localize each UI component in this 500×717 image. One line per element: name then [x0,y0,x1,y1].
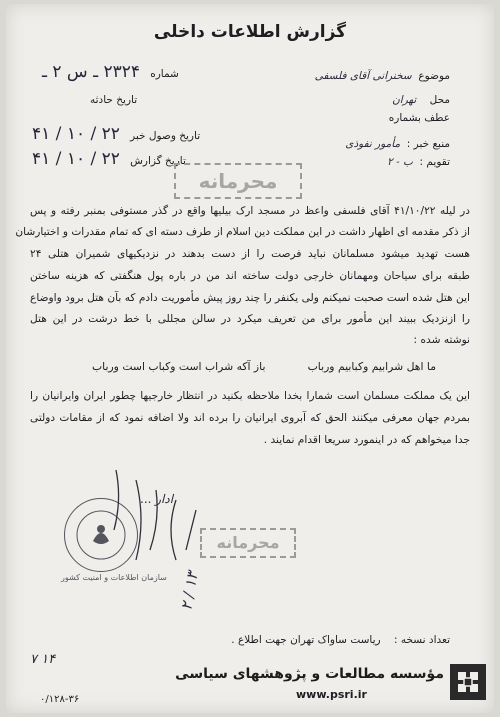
quote-left: باز آکه شراب است وکباب است ورباب [92,360,266,373]
field-received-date-value: ۲۲ / ۱۰ / ۴۱ [32,124,120,144]
body-line-3: هست تهدید میشود مسلمانان نباید فرصت را از دست بدهند در نزدیکیهای شمیران هتلی ۲۴ [30,248,470,260]
field-calendar-value: ب - ۲ [387,156,413,168]
confidential-stamp-top: محرمانه [174,163,302,199]
body-line-5: این هتل شده است صحبت نمیکنم ولی یکنفر را چند روز پیش مأموریت دادم که بآن هتل برود واوضاع [30,292,470,304]
field-source [345,138,450,150]
field-source-value: مأمور نفوذی [345,138,401,150]
field-subject-label: موضوع [418,70,450,82]
closing-line-3: جدا میخواهم که در اینمورد سریعا اقدام نمایند . [263,434,470,446]
handwritten-note: ادار ... [140,492,174,506]
body-line-7: نوشته شده : [413,334,470,346]
confidential-stamp-bottom: محرمانه [200,528,296,558]
field-subject [315,70,450,82]
closing-line-1: این یک مملکت مسلمان است شمارا بخدا ملاحظه بکنید در انتظار خارجیها چطور ایران وایرانیان را [30,390,470,402]
footer-copies-value: ریاست ساواک تهران جهت اطلاع . [231,634,381,646]
field-source-label: منبع خبر : [406,138,450,150]
field-subject-value: سخنرانی آقای فلسفی [314,70,412,82]
margin-numbers: ۲ / ۱۳ [177,570,202,612]
field-report-date [32,149,186,169]
field-received-date-label: تاریخ وصول خبر [130,130,201,142]
footer-copies-label: تعداد نسخه : [393,634,450,646]
institute-website[interactable]: www.psri.ir [296,688,367,701]
quote-right: ما اهل شرابیم وکبابیم ورباب [307,360,436,373]
field-report-date-value: ۲۲ / ۱۰ / ۴۱ [32,149,120,169]
seal-text: سازمان اطلاعات و امنیت کشور [61,573,167,582]
field-reference-label: عطف بشماره [388,112,450,124]
field-incident-date-label: تاریخ حادثه [90,94,138,106]
form-code: ۰/۱۲۸-۳۶ [40,694,80,705]
footer-copies [231,634,450,646]
institute-logo [450,664,486,700]
field-number [42,62,179,82]
field-number-label: شماره [150,68,179,80]
institute-name: مؤسسه مطالعات و پژوهشهای سیاسی [175,666,444,682]
handwritten-scribble [96,460,216,590]
body-line-6: را ازنزدیک ببیند این مأمور برای من تعریف میکرد در سالن مجللی با خط درشت در این هتل [30,313,470,325]
field-received-date [32,124,200,144]
field-calendar [387,156,450,168]
field-reference [389,112,450,124]
field-incident-date [90,94,137,106]
body-line-2: از ذکر مقدمه ای اظهار داشت در این مملکت دین اسلام از طرف دسته ای که تمام مقدرات و اختیارشان [15,226,470,238]
body-line-4: طبقه برای سیاحان ومهمانان خارجی دولت ساخته اند من در باره پول هنگفتی که هزینه ساختن [30,270,470,282]
field-number-value: ۲۳۲۴ ـ س ۲ ـ [42,62,141,82]
logo-icon [450,664,486,700]
footer-left-number: ۷ ۱۴ [30,652,56,667]
field-calendar-label: تقویم : [419,156,450,168]
closing-line-2: بمردم جهان معرفی میکنند الحق که آبروی ایرانیان را برده اند ولا اضافه نمود که از مقامات دولتی [30,412,470,424]
field-location-value: تهران [392,94,417,106]
body-line-1: در لیله ۴۱/۱۰/۲۲ آقای فلسفی واعظ در مسجد ارک بیلیها واقع در گذر مستوفی بمنبر رفته و پس [30,205,470,217]
field-location-label: محل [429,94,450,106]
report-title: گزارش اطلاعات داخلی [153,22,347,42]
field-report-date-label: تاریخ گزارش [130,155,186,167]
document-page [6,4,494,713]
field-location [392,94,450,106]
